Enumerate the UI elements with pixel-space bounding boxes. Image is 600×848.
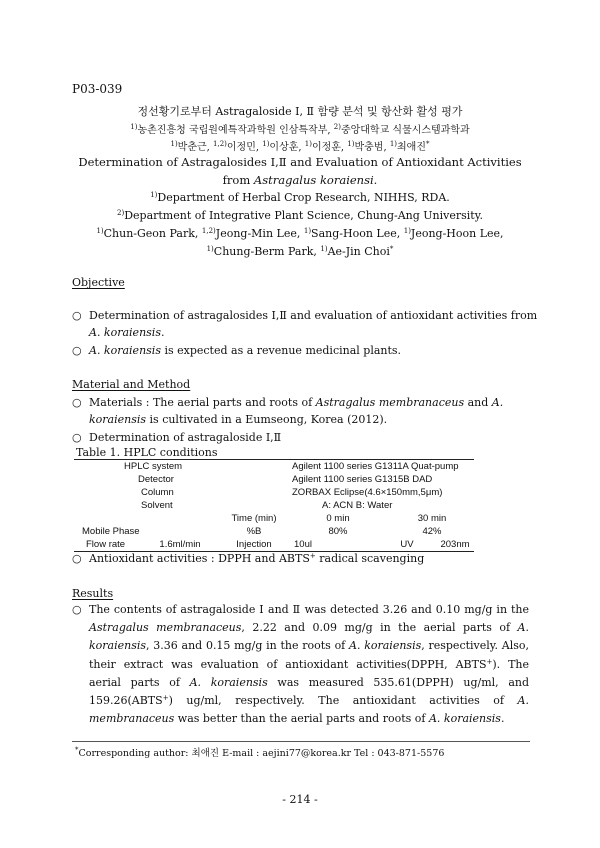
author-en: Jeong-Min Lee,: [215, 227, 304, 240]
results-heading: Results: [72, 587, 114, 600]
species-name: A. koraiensis: [189, 675, 268, 689]
results-text: .: [500, 712, 505, 726]
author-marker: 1): [170, 140, 178, 148]
author-ko: 이정훈,: [311, 142, 348, 153]
table-cell: UV: [400, 539, 414, 550]
table-row: [76, 473, 480, 486]
species-name: A. koraiensis: [89, 326, 161, 339]
species-name: A. koraiensis: [428, 712, 501, 726]
footnote-rule: [72, 741, 530, 742]
table-cell: 1.6ml/min: [159, 539, 201, 550]
table-cell: Mobile Phase: [82, 526, 140, 537]
objective-heading: Objective: [72, 276, 125, 289]
results-text: , 2.22 and 0.09 mg/g in the aerial parts of: [241, 621, 518, 635]
table-caption: Table 1. HPLC conditions: [76, 446, 218, 459]
footnote: [75, 745, 444, 759]
species-name: A. membranaceus: [89, 694, 529, 726]
superscript: +: [486, 657, 493, 666]
results-paragraph: [89, 601, 529, 728]
table-cell: Column: [141, 487, 174, 498]
affil-en-text: Department of Integrative Plant Science, Chung-Ang University.: [124, 209, 483, 222]
bullet-icon: ○: [72, 431, 82, 444]
objective-item-2: [89, 344, 401, 357]
authors-korean: [0, 138, 600, 153]
table-cell: Agilent 1100 series G1315B DAD: [292, 474, 433, 485]
affiliation-english-1: [0, 191, 600, 204]
method-antioxidant: [89, 552, 424, 565]
affiliation-korean: [0, 121, 600, 136]
table-cell: 80%: [328, 526, 348, 537]
species-name: koraiensis: [89, 413, 147, 426]
affil-en-text: Department of Herbal Crop Research, NIHHS, RDA.: [157, 191, 450, 204]
author-marker: 1): [389, 140, 398, 148]
title-english-line2: [0, 173, 600, 187]
table-cell: HPLC system: [124, 461, 183, 472]
method-determination: Determination of astragaloside Ⅰ,Ⅱ: [89, 431, 282, 444]
title-en-species: Astragalus koraiensi.: [253, 173, 378, 187]
method-text: Materials : The aerial parts and roots of: [89, 396, 316, 409]
table-cell: 42%: [422, 526, 442, 537]
objective-item-2-text: is expected as a revenue medicinal plants.: [160, 344, 402, 357]
table-cell: 10ul: [294, 539, 312, 550]
title-korean: 정선황기로부터 Astragaloside Ⅰ, Ⅱ 함량 분석 및 항산화 활성 평가: [137, 105, 463, 118]
table-row: [76, 486, 480, 499]
affil-ko-1: 농촌진흥청 국립원예특작과학원 인삼특작부,: [137, 125, 334, 136]
affiliation-english-2: [0, 209, 600, 222]
table-cell: A: ACN B: Water: [322, 500, 393, 511]
authors-english-2: [0, 245, 600, 258]
results-text: , respectively. Also, their extract was evaluation of antioxidant activities(DPPH, ABTS: [89, 639, 530, 671]
corresponding-marker: *: [75, 746, 79, 754]
species-name: A. koraiensis: [89, 344, 161, 357]
method-text: radical scavenging: [315, 552, 425, 565]
results-text: was better than the aerial parts and roots of: [174, 712, 429, 726]
affil-ko-2: 중앙대학교 식물시스템과학과: [340, 125, 470, 136]
table-row: [76, 512, 480, 525]
results-text: , 3.36 and 0.15 mg/g in the roots of: [146, 639, 350, 653]
punct: .: [160, 326, 165, 339]
title-english-line1: Determination of Astragalosides Ⅰ,Ⅱ and Evaluation of Antioxidant Activities: [78, 155, 522, 169]
table-cell: 203nm: [440, 539, 470, 550]
table-cell: 30 min: [417, 513, 447, 524]
affil-marker: 2): [117, 209, 125, 217]
author-ko: 이상훈,: [269, 142, 305, 153]
author-en: Jeong-Hoon Lee,: [410, 227, 504, 240]
species-name: A. koraiensis: [349, 639, 422, 653]
method-text: Antioxidant activities : DPPH and ABTS: [89, 552, 310, 565]
table-cell: Solvent: [141, 500, 173, 511]
results-text: The contents of astragaloside Ⅰ and Ⅱ was detected 3.26 and 0.10 mg/g in the: [89, 603, 529, 616]
author-marker: 1): [96, 227, 104, 235]
author-ko: 박충범,: [354, 142, 390, 153]
table-cell: %B: [246, 526, 262, 537]
author-en: Ae-Jin Choi: [327, 245, 390, 258]
authors-english-1: [0, 227, 600, 240]
table-cell: ZORBAX Eclipse(4.6×150mm,5μm): [292, 487, 443, 498]
table-cell: Flow rate: [86, 539, 126, 550]
author-en: Sang-Hoon Lee,: [311, 227, 404, 240]
table-cell: Detector: [138, 474, 174, 485]
paper-id: P03-039: [72, 82, 123, 96]
affil-marker: 1): [150, 191, 158, 199]
bullet-icon: ○: [72, 552, 82, 565]
results-text: was measured 535.61(DPPH) ug/ml, and 159.26(ABTS: [89, 675, 530, 708]
species-name: Astragalus membranaceus: [89, 621, 242, 635]
author-marker: 1,2): [201, 227, 216, 235]
author-marker: 1,2): [213, 140, 227, 148]
table-cell: Injection: [236, 539, 272, 550]
superscript: +: [309, 552, 316, 560]
bullet-icon: ○: [72, 603, 82, 616]
author-en: Chun-Geon Park,: [103, 227, 202, 240]
corresponding-marker: *: [389, 245, 394, 253]
title-en-from: from: [222, 173, 254, 187]
species-name: A. koraiensis: [89, 621, 529, 653]
objective-item-1-line1: Determination of astragalosides Ⅰ,Ⅱ and evaluation of antioxidant activities from: [89, 309, 538, 322]
author-marker: 1): [347, 140, 355, 148]
author-ko: 최애진: [397, 142, 426, 153]
table-cell: 0 min: [326, 513, 350, 524]
method-text: and: [464, 396, 492, 409]
method-text: is cultivated in a Eumseong, Korea (2012).: [146, 413, 388, 426]
author-marker: 1): [320, 245, 328, 253]
footnote-text: Corresponding author: 최애진 E-mail : aejini77@korea.kr Tel : 043-871-5576: [78, 748, 445, 759]
corresponding-marker: *: [426, 140, 430, 148]
affil-marker: 1): [130, 123, 138, 131]
author-marker: 1): [403, 227, 411, 235]
bullet-icon: ○: [72, 309, 82, 322]
author-en: Chung-Berm Park,: [213, 245, 321, 258]
table-cell: Agilent 1100 series G1311A Quat-pump: [292, 461, 459, 472]
results-text: ). The aerial parts of: [89, 657, 530, 689]
species-name: A.: [491, 396, 504, 409]
bullet-icon: ○: [72, 344, 82, 357]
author-marker: 1): [206, 245, 214, 253]
author-ko: 박춘근,: [177, 142, 214, 153]
author-marker: 1): [304, 140, 312, 148]
author-ko: 이정민,: [226, 142, 263, 153]
method-heading: Material and Method: [72, 378, 191, 391]
species-name: Astragalus membranaceus: [315, 396, 465, 409]
objective-item-1-line2: [89, 326, 164, 339]
table-row: [76, 525, 480, 538]
table-row: [76, 499, 480, 512]
table-row: [76, 460, 480, 473]
table-row: [76, 538, 480, 551]
superscript: +: [162, 694, 169, 703]
method-materials-line1: [89, 396, 503, 409]
author-marker: 1): [262, 140, 270, 148]
page-number: - 214 -: [282, 793, 318, 806]
method-materials-line2: [89, 413, 387, 426]
author-marker: 1): [303, 227, 312, 235]
affil-marker: 2): [333, 123, 341, 131]
results-text: ) ug/ml, respectively. The antioxidant activities of: [168, 694, 518, 708]
hplc-table: [76, 460, 480, 551]
bullet-icon: ○: [72, 396, 82, 409]
table-cell: Time (min): [231, 513, 277, 524]
